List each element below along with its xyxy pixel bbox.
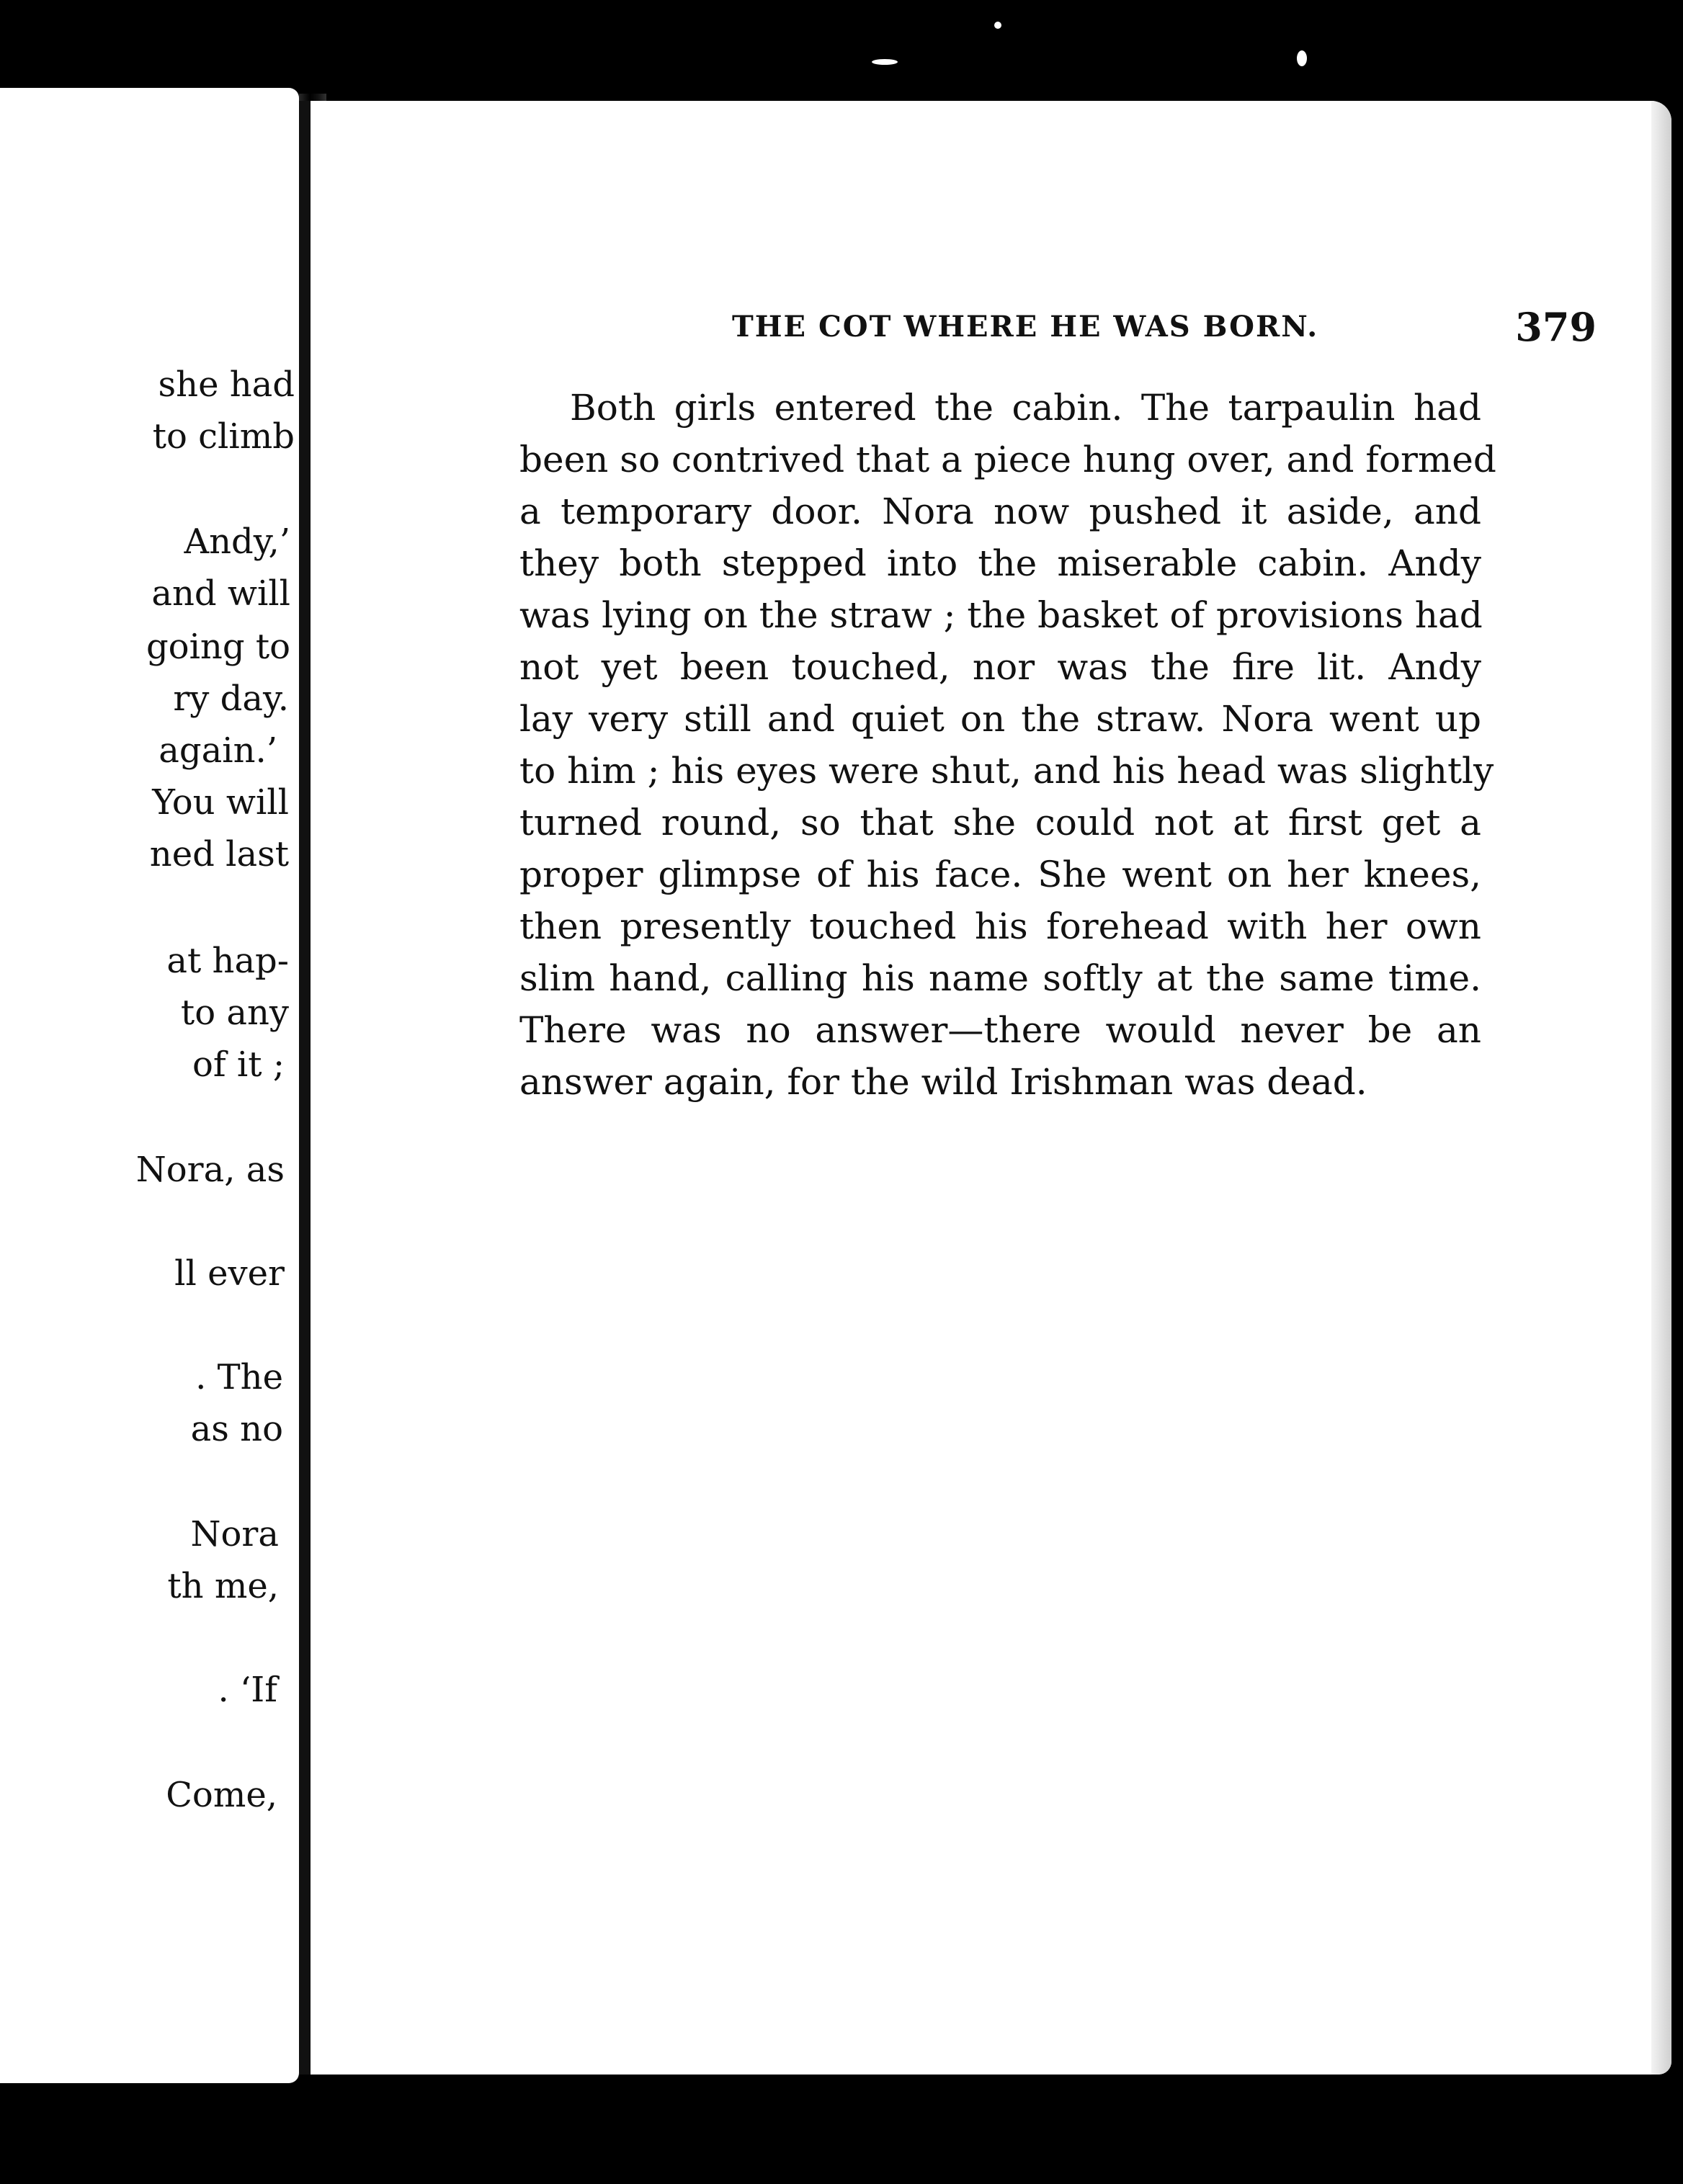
text-line: There was no answer—there would never be an bbox=[519, 1009, 1481, 1051]
text-line: then presently touched his forehead with her own bbox=[519, 905, 1481, 947]
left-page-line: to any bbox=[180, 993, 289, 1033]
body-paragraph bbox=[519, 382, 1496, 1108]
right-page bbox=[299, 101, 1671, 2075]
left-page-line: she had bbox=[158, 364, 295, 405]
text-line: turned round, so that she could not at first get a bbox=[519, 802, 1481, 843]
left-page-line: ned last bbox=[149, 834, 289, 874]
running-title: THE COT WHERE HE WAS BORN. bbox=[732, 310, 1319, 344]
text-line: a temporary door. Nora now pushed it aside, and bbox=[519, 491, 1481, 532]
text-line: answer again, for the wild Irishman was dead. bbox=[519, 1061, 1367, 1103]
left-page-line: as no bbox=[190, 1409, 283, 1449]
text-line: not yet been touched, nor was the fire lit. Andy bbox=[519, 646, 1481, 688]
text-line: been so contrived that a piece hung over, and formed bbox=[519, 439, 1496, 480]
left-page-line: Andy,’ bbox=[184, 522, 290, 562]
page-edge-shadow bbox=[1651, 101, 1671, 2075]
left-page-line: to climb bbox=[152, 416, 295, 457]
text-line: slim hand, calling his name softly at the same time. bbox=[519, 957, 1481, 999]
text-line: lay very still and quiet on the straw. Nora went up bbox=[519, 698, 1481, 740]
left-page-line: th me, bbox=[167, 1566, 279, 1606]
left-page-line: again.’ bbox=[159, 730, 277, 771]
scan-speck bbox=[1297, 50, 1307, 66]
running-head bbox=[732, 304, 1597, 353]
page-number: 379 bbox=[1515, 304, 1597, 350]
left-page-line: . The bbox=[195, 1357, 283, 1397]
left-page bbox=[0, 88, 299, 2083]
text-line: to him ; his eyes were shut, and his head was slightly bbox=[519, 750, 1494, 792]
text-line: was lying on the straw ; the basket of provisions had bbox=[519, 594, 1483, 636]
text-line: proper glimpse of his face. She went on her knees, bbox=[519, 854, 1481, 895]
text-line: they both stepped into the miserable cabin. Andy bbox=[519, 542, 1481, 584]
left-page-line: ll ever bbox=[174, 1253, 285, 1294]
left-page-line: of it ; bbox=[192, 1044, 285, 1085]
left-page-line: at hap- bbox=[166, 941, 289, 981]
left-page-line: Nora bbox=[190, 1514, 279, 1554]
left-page-line: Come, bbox=[166, 1775, 277, 1815]
text-line: Both girls entered the cabin. The tarpaulin had bbox=[570, 387, 1481, 429]
scan-speck bbox=[994, 22, 1001, 29]
left-page-line: . ‘If bbox=[218, 1670, 277, 1710]
left-page-line: Nora, as bbox=[135, 1150, 285, 1190]
left-page-line: going to bbox=[146, 627, 290, 667]
left-page-line: ry day. bbox=[173, 679, 289, 719]
left-page-line: You will bbox=[152, 782, 289, 823]
left-page-line: and will bbox=[151, 573, 290, 614]
scan-speck bbox=[872, 59, 898, 65]
